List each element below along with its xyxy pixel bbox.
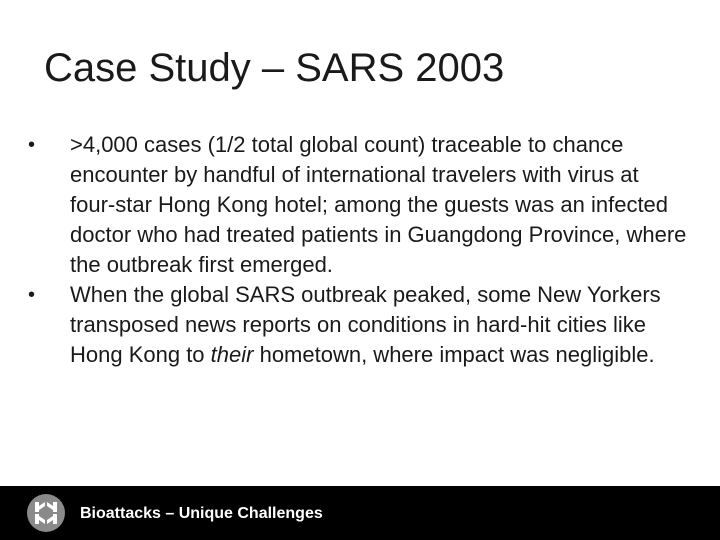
bullet-text: >4,000 cases (1/2 total global count) traceable to chance encounter by handful of international travelers with virus at four-star Hong Kong hotel; among the guests was an infected doctor who had treated patients in Guangdong Province, where the outbreak first emerged.: [70, 132, 687, 277]
bullet-emphasis: their: [210, 342, 254, 367]
bullet-text-after: hometown, where impact was negligible.: [253, 342, 655, 367]
footer-bar: [0, 486, 720, 540]
bullet-list: [28, 130, 688, 370]
bullet-dot-icon: •: [28, 134, 36, 156]
bullet-item: [28, 280, 688, 370]
bullet-text-before: When the global SARS outbreak peaked, some New Yorkers transposed news reports on conditions in hard-hit cities like Hong Kong to: [70, 282, 661, 367]
bullet-dot-icon: •: [28, 284, 36, 306]
slide-title: Case Study – SARS 2003: [44, 46, 505, 90]
footer-title: Bioattacks – Unique Challenges: [80, 505, 323, 522]
bullet-item: [28, 130, 688, 280]
stylized-arrows-logo-icon: [26, 493, 66, 533]
